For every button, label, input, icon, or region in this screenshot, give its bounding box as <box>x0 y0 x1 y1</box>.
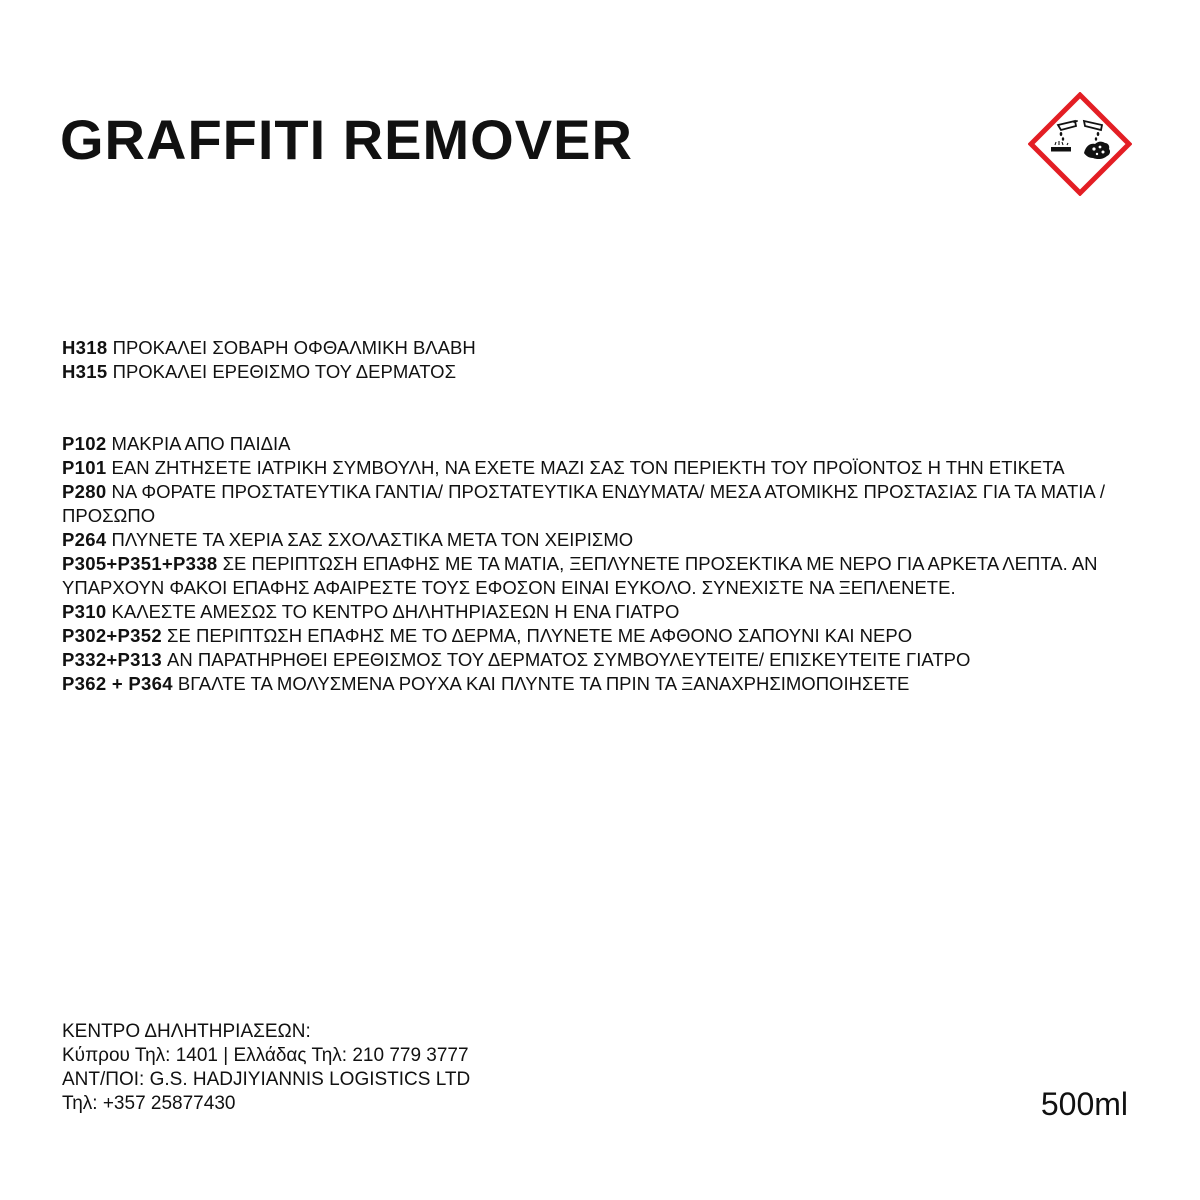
precautionary-statement <box>62 624 1142 648</box>
statement-code: P302+P352 <box>62 625 162 646</box>
precautionary-statement <box>62 456 1142 480</box>
statement-code: P102 <box>62 433 107 454</box>
contact-info <box>62 1020 470 1116</box>
statement-text: ΝΑ ΦΟΡΑΤΕ ΠΡΟΣΤΑΤΕΥΤΙΚΑ ΓΑΝΤΙΑ/ ΠΡΟΣΤΑΤΕΥΤΙΚΑ ΕΝΔΥΜΑΤΑ/ ΜΕΣΑ ΑΤΟΜΙΚΗΣ ΠΡΟΣΤΑΣΙΑΣ ΓΙΑ ΤΑ ΜΑΤΙΑ /ΠΡΟΣΩΠΟ <box>62 481 1106 526</box>
representative-phone: Τηλ: +357 25877430 <box>62 1093 236 1114</box>
statement-text: ΑΝ ΠΑΡΑΤΗΡΗΘΕΙ ΕΡΕΘΙΣΜΟΣ ΤΟΥ ΔΕΡΜΑΤΟΣ ΣΥΜΒΟΥΛΕΥΤΕΙΤΕ/ ΕΠΙΣΚΕΥΤΕΙΤΕ ΓΙΑΤΡΟ <box>161 649 971 670</box>
statement-code: P332+P313 <box>62 649 162 670</box>
representative: ΑΝΤ/ΠΟΙ: G.S. HADJIYIANNIS LOGISTICS LTD <box>62 1069 471 1090</box>
statement-code: P305+P351+P338 <box>62 553 218 574</box>
statement-code: P101 <box>62 457 107 478</box>
precautionary-statement <box>62 432 1142 456</box>
statement-text: ΒΓΑΛΤΕ ΤΑ ΜΟΛΥΣΜΕΝΑ ΡΟΥΧΑ ΚΑΙ ΠΛΥΝΤΕ ΤΑ ΠΡΙΝ ΤΑ ΞΑΝΑΧΡΗΣΙΜΟΠΟΙΗΣΕΤΕ <box>172 673 910 694</box>
precautionary-statement <box>62 480 1142 528</box>
statement-text: ΕΑΝ ΖΗΤΗΣΕΤΕ ΙΑΤΡΙΚΗ ΣΥΜΒΟΥΛΗ, ΝΑ ΕΧΕΤΕ ΜΑΖΙ ΣΑΣ ΤΟΝ ΠΕΡΙΕΚΤΗ ΤΟΥ ΠΡΟΪΟΝΤΟΣ Η ΤΗΝ ΕΤΙΚΕΤΑ <box>106 457 1065 478</box>
statement-code: P280 <box>62 481 107 502</box>
ghs05-corrosive-icon <box>1028 92 1132 196</box>
statement-text: ΣΕ ΠΕΡΙΠΤΩΣΗ ΕΠΑΦΗΣ ΜΕ ΤΟ ΔΕΡΜΑ, ΠΛΥΝΕΤΕ ΜΕ ΑΦΘΟΝΟ ΣΑΠΟΥΝΙ ΚΑΙ ΝΕΡΟ <box>161 625 913 646</box>
statement-text: ΣΕ ΠΕΡΙΠΤΩΣΗ ΕΠΑΦΗΣ ΜΕ ΤΑ ΜΑΤΙΑ, ΞΕΠΛΥΝΕΤΕ ΠΡΟΣΕΚΤΙΚΑ ΜΕ ΝΕΡΟ ΓΙΑ ΑΡΚΕΤΑ ΛΕΠΤΑ. ΑΝ ΥΠΑΡΧΟΥΝ ΦΑΚΟΙ ΕΠΑΦΗΣ ΑΦΑΙΡΕΣΤΕ ΤΟΥΣ ΕΦΟΣΟΝ ΕΙΝΑΙ ΕΥΚΟΛΟ. ΣΥΝΕΧΙΣΤΕ ΝΑ ΞΕΠΛΕΝΕΤΕ. <box>62 553 1098 598</box>
statement-code: P362 + P364 <box>62 673 173 694</box>
precautionary-statements <box>62 432 1142 696</box>
poison-center-phones: Κύπρου Τηλ: 1401 | Ελλάδας Τηλ: 210 779 3777 <box>62 1045 469 1066</box>
statement-text: ΠΡΟΚΑΛΕΙ ΣΟΒΑΡΗ ΟΦΘΑΛΜΙΚΗ ΒΛΑΒΗ <box>107 337 476 358</box>
volume-label: 500ml <box>1040 1086 1128 1122</box>
statement-text: ΜΑΚΡΙΑ ΑΠΟ ΠΑΙΔΙΑ <box>106 433 291 454</box>
statement-code: P264 <box>62 529 107 550</box>
precautionary-statement <box>62 552 1142 600</box>
statement-code: P310 <box>62 601 107 622</box>
statement-text: ΠΡΟΚΑΛΕΙ ΕΡΕΘΙΣΜΟ ΤΟΥ ΔΕΡΜΑΤΟΣ <box>107 361 457 382</box>
precautionary-statement <box>62 600 1142 624</box>
precautionary-statement <box>62 528 1142 552</box>
hazard-statement <box>62 360 1142 384</box>
statement-code: H318 <box>62 337 108 358</box>
product-title: GRAFFITI REMOVER <box>60 108 633 171</box>
statement-text: ΚΑΛΕΣΤΕ ΑΜΕΣΩΣ ΤΟ ΚΕΝΤΡΟ ΔΗΛΗΤΗΡΙΑΣΕΩΝ Η ΕΝΑ ΓΙΑΤΡΟ <box>106 601 680 622</box>
precautionary-statement <box>62 672 1142 696</box>
statement-text: ΠΛΥΝΕΤΕ ΤΑ ΧΕΡΙΑ ΣΑΣ ΣΧΟΛΑΣΤΙΚΑ ΜΕΤΑ ΤΟΝ ΧΕΙΡΙΣΜΟ <box>106 529 634 550</box>
hazard-statement <box>62 336 1142 360</box>
statement-code: H315 <box>62 361 108 382</box>
precautionary-statement <box>62 648 1142 672</box>
poison-center-label: ΚΕΝΤΡΟ ΔΗΛΗΤΗΡΙΑΣΕΩΝ: <box>62 1021 311 1042</box>
hazard-statements <box>62 336 1142 384</box>
